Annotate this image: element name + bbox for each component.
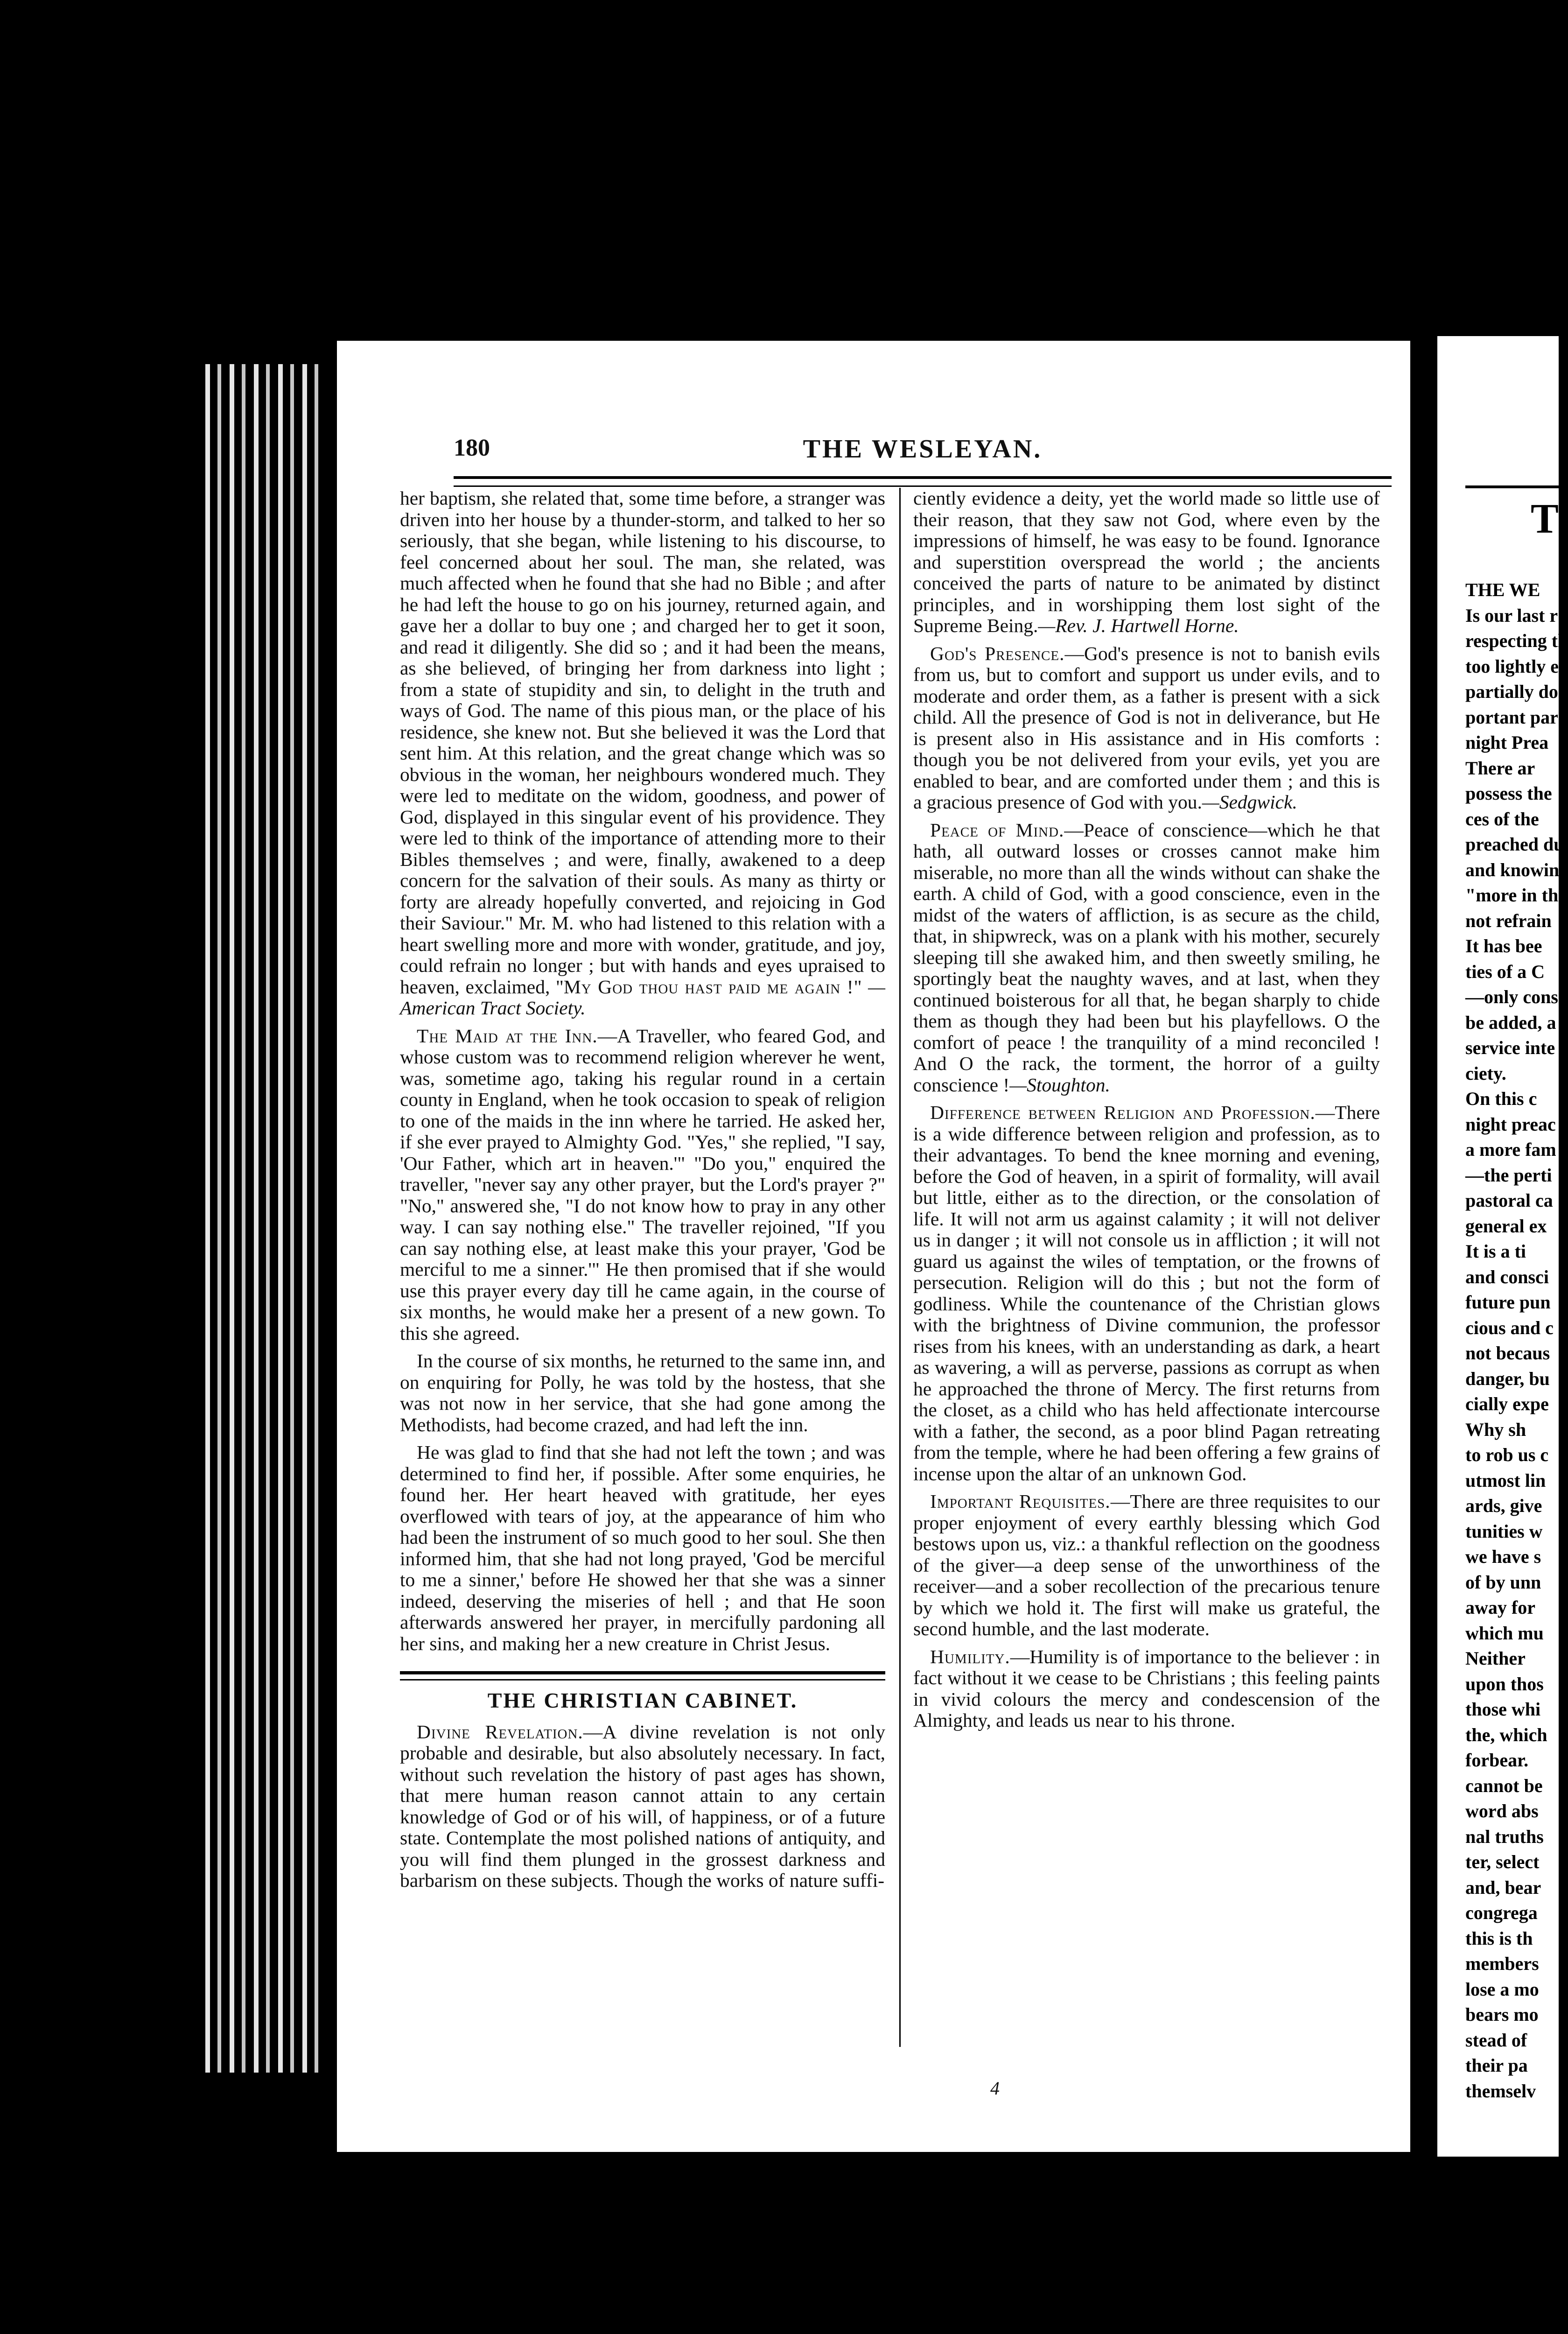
article-heading: Divine Revelation. — [417, 1721, 583, 1743]
right-page-line: themselv — [1465, 2080, 1536, 2102]
article-heading: Difference between Religion and Profession. — [930, 1102, 1316, 1123]
right-page-line: general ex — [1465, 1215, 1547, 1237]
section-title: THE CHRISTIAN CABINET. — [487, 1688, 798, 1712]
right-page-line: future pun — [1465, 1292, 1551, 1313]
right-page-line: nal truths — [1465, 1826, 1544, 1847]
left-page — [337, 341, 1410, 2152]
attribution: —American Tract Society. — [400, 976, 886, 1019]
right-page-line: away for — [1465, 1597, 1535, 1618]
attribution: —Rev. J. Hartwell Horne. — [1038, 615, 1239, 636]
article-gods-presence — [913, 643, 1380, 813]
right-page-line: Is our last r — [1465, 605, 1558, 626]
right-page-title-letter: T — [1531, 496, 1559, 542]
right-page-line: and, bear — [1465, 1877, 1541, 1898]
right-page-line: members — [1465, 1953, 1539, 1974]
article-divine-revelation — [400, 1722, 885, 1891]
article-paragraph: In the course of six months, he returned to the same inn, and on enquiring for Polly, he was told by the hostess, that she was not now in her service, that she had gone among the Methodists, had become crazed, and had left the inn. — [400, 1350, 885, 1435]
right-page-line: ter, select — [1465, 1851, 1540, 1872]
right-page-line: ties of a C — [1465, 961, 1545, 982]
right-page-rule — [1465, 485, 1559, 493]
right-page-line: tunities w — [1465, 1520, 1543, 1542]
page-number: 180 — [454, 435, 490, 461]
article-humility — [913, 1646, 1380, 1731]
right-page-line: pastoral ca — [1465, 1190, 1553, 1211]
right-page-line: lose a mo — [1465, 1978, 1539, 2000]
right-page-line: Why sh — [1465, 1419, 1526, 1440]
right-page-line: those whi — [1465, 1699, 1541, 1720]
right-page-line: Neither — [1465, 1648, 1526, 1669]
paragraph-text: her baptism, she related that, some time before, a stranger was driven into her house by a thunder-storm, and talked to her so seriously, that she began, while listening to his discourse, to feel concerned about her soul. The man, she related, was much affected when he found that she had no Bible ; and after he had left the house to go on his journey, returned again, and gave her a dollar to buy one ; and charged her to get it soon, and read it diligently. She did so ; and it had been the means, as she believed, of bringing her from darkness into light ; from a state of stupidity and sin, to delight in the truth and ways of God. The name of this pious man, or the place of his residence, she knew not. But she believed it was the Lord that sent him. At this relation, and the great change which was so obvious in the woman, her neighbours wondered much. They were led to meditate on the widom, goodness, and power of God, displayed in this singular event of his providence. They were led to think of the importance of attending more to their Bibles themselves ; and were, finally, awakened to a deep concern for the salvation of their souls. As many as thirty or forty are already hopefully converted, and rejoicing in God their Saviour." Mr. M. who had listened to this relation with a heart swelling more and more with wonder, gratitude, and joy, could refrain no longer ; but with hands and eyes upraised to heaven, exclaimed, " — [400, 487, 885, 998]
attribution: —Sedgwick. — [1202, 791, 1297, 813]
right-page-line: preached du — [1465, 834, 1564, 855]
right-page-line: of by unn — [1465, 1571, 1541, 1593]
right-page-line: ards, give — [1465, 1495, 1542, 1516]
paragraph-text: ciently evidence a deity, yet the world made so little use of their reason, that they saw not God, where even by the impressions of himself, he was easy to be found. Ignorance and superstition overspread the world ; the ancients conceived the parts of nature to be animated by distinct principles, and in worshipping them lost sight of the Supreme Being. — [913, 487, 1380, 636]
right-page-line: danger, bu — [1465, 1368, 1550, 1389]
right-page-line: not becaus — [1465, 1343, 1550, 1364]
header-rule — [454, 476, 1392, 487]
section-rule — [400, 1671, 885, 1680]
right-page-line: this is th — [1465, 1927, 1533, 1949]
right-page-line: portant par — [1465, 706, 1558, 728]
paragraph-text: —Peace of conscience—which he that hath, all outward losses or crosses cannot make him miserable, no more than all the winds without can shake the earth. A child of God, with a good conscience, even in the midst of the waters of affliction, is as secure as the child, that, in shipwreck, was on a plank with his mother, securely sleeping till she awaked him, and then sweetly smiling, he sportingly beat the naughty waves, and at last, when they continued boisterous for all that, he began sharply to chide them as though they had been but his playfellows. O the comfort of peace ! the tranquility of a mind reconciled ! And O the rack, the torment, the horror of a guilty conscience ! — [913, 819, 1380, 1096]
right-page-line: and consci — [1465, 1266, 1549, 1287]
article-heading: Humility. — [930, 1645, 1010, 1667]
right-page-line: be added, a — [1465, 1012, 1556, 1033]
right-page-line: ces of the — [1465, 808, 1539, 830]
right-page-line: a more fam — [1465, 1139, 1556, 1160]
article-religion-profession — [913, 1102, 1380, 1484]
middle-column — [913, 488, 1380, 2056]
right-page-line: too lightly e — [1465, 655, 1559, 677]
book-spine-edge — [205, 364, 322, 2073]
article-heading: The Maid at the Inn. — [417, 1025, 598, 1047]
right-page-line: word abs — [1465, 1800, 1539, 1821]
right-page-line: we have s — [1465, 1546, 1541, 1567]
article-paragraph: He was glad to find that she had not left the town ; and was determined to find her, if possible. After some enquiries, he found her. Her heart heaved with gratitude, her eyes overflowed with tears of joy, at the appearance of him who had been the instrument of so much good to her soul. She then informed him, that she had not long prayed, 'God be merciful to me a sinner,' before He showed her that she was a sinner indeed, deserving the miseries of hell ; and that He soon afterwards answered her prayer, in mercifully pardoning all her sins, and making her a new creature in Christ Jesus. — [400, 1441, 885, 1654]
article-heading: Peace of Mind. — [930, 819, 1064, 841]
right-page-line: possess the — [1465, 783, 1552, 804]
right-page-line: bears mo — [1465, 2004, 1539, 2025]
running-title: THE WESLEYAN. — [803, 435, 1043, 464]
right-page-line: utmost lin — [1465, 1469, 1546, 1491]
right-page-line: night Prea — [1465, 732, 1549, 753]
article-heading: Important Requisites. — [930, 1490, 1111, 1512]
right-page-line: service inte — [1465, 1037, 1555, 1058]
right-page-line: the, which — [1465, 1724, 1547, 1745]
article-paragraph — [913, 488, 1380, 637]
right-page-line: congrega — [1465, 1902, 1538, 1923]
right-page-line: to rob us c — [1465, 1444, 1549, 1465]
paragraph-text: —Humility is of importance to the believer : in fact without it we cease to be Christians ; this feeling paints in vivid colours the mercy and condescension of the Almighty, and leads us near to his throne. — [913, 1645, 1380, 1731]
right-page-line: forbear. — [1465, 1750, 1529, 1771]
right-page-line: —the perti — [1465, 1164, 1552, 1186]
page-header — [454, 434, 1392, 467]
right-page-line: not refrain — [1465, 910, 1552, 931]
right-page-line: and knowin — [1465, 859, 1560, 880]
right-page-line: upon thos — [1465, 1673, 1544, 1694]
right-page-line: THE WE — [1465, 579, 1540, 600]
right-page-fragment — [1437, 336, 1568, 2157]
paragraph-text: —A divine revelation is not only probable and desirable, but also absolutely necessary. In fact, without such revelation the history of past ages has shown, that mere human reason cannot attain to any certain knowledge of God or of his will, of happiness, or of a future state. Contemplate the most polished nations of antiquity, and you will find them plunged in the grossest darkness and barbarism on these subjects. Though the works of nature suffi- — [400, 1721, 885, 1891]
right-page-line: their pa — [1465, 2055, 1528, 2076]
right-page-line: cannot be — [1465, 1775, 1543, 1796]
right-page-line: partially do — [1465, 681, 1558, 702]
article-paragraph — [400, 488, 885, 1019]
right-page-line: stead of — [1465, 2029, 1527, 2051]
right-page-line: cious and c — [1465, 1317, 1554, 1338]
paragraph-text: —There is a wide difference between religion and profession, as to their advantages. To bend the knee morning and evening, before the God of heaven, in a spirit of formality, will avail but little, either as to the direction, or the consolation of life. It will not arm us against calamity ; it will not deliver us in danger ; it will not console us in affliction ; it will not guard us against the wiles of temptation, or the frowns of persecution. Religion will do this ; but not the form of godliness. While the countenance of the Christian glows with the brightness of Divine communion, the professor rises from his knees, with an understanding as dark, a heart as wavering, a will as perverse, passions as corrupt as when he approached the throne of Mercy. The first returns from the closet, as a child who has held affectionate intercourse with a father, the second, as a poor blind Pagan retreating from the temple, where he had been offering a few grains of incense upon the altar of an unknown God. — [913, 1102, 1380, 1484]
article-heading: God's Presence. — [930, 642, 1065, 664]
right-page-line: night preac — [1465, 1113, 1556, 1135]
article-maid-at-inn — [400, 1026, 885, 1344]
exclamation-text: My God thou hast paid me again !" — [563, 976, 862, 998]
right-page-line: which mu — [1465, 1622, 1544, 1644]
right-page-line: There ar — [1465, 757, 1535, 779]
paragraph-text: —God's presence is not to banish evils from us, but to comfort and support us under evils, and to moderate and order them, as a father is present with a sick child. All the presence of God is not in deliverance, but He is present also in His assistance and in His comforts : though you be not delivered from your evils, yet you are enabled to bear, and are comforted under them ; and this is a gracious presence of God with you. — [913, 642, 1380, 813]
column-divider — [899, 488, 901, 2047]
attribution: —Stoughton. — [1009, 1074, 1110, 1096]
right-page-line: It is a ti — [1465, 1241, 1526, 1262]
folio-mark: 4 — [990, 2078, 1000, 2099]
article-peace-of-mind — [913, 820, 1380, 1096]
right-page-line: —only cons — [1465, 986, 1558, 1007]
article-important-requisites — [913, 1491, 1380, 1640]
paragraph-text: —There are three requisites to our proper enjoyment of every earthly blessing which God bestows upon us, viz.: a thankful reflection on the goodness of the giver—a deep sense of the unworthiness of the receiver—and a sober recollection of the precarious tenure by which we hold it. The first will make us grateful, the second humble, and the last moderate. — [913, 1490, 1380, 1639]
paragraph-text: —A Traveller, who feared God, and whose custom was to recommend religion wherever he went, was, sometime ago, taking his regular round in a certain county in England, when he took occasion to speak of religion to one of the maids in the inn where he tarried. He asked her, if she ever prayed to Almighty God. "Yes," she replied, "I say, 'Our Father, which art in heaven.'" "Do you," enquired the traveller, "never say any other prayer, but the Lord's prayer ?" "No," answered she, "I do not know how to pray in any other way. I can say nothing else." The traveller rejoined, "If you can say nothing else, at least make this your prayer, 'God be merciful to me a sinner.'" He then promised that if she would use this prayer every day till he came again, in the course of six months, he would make her a present of a new gown. To this she agreed. — [400, 1025, 885, 1344]
right-page-line: respecting th — [1465, 630, 1568, 651]
right-page-line: cially expe — [1465, 1393, 1549, 1414]
right-page-line: "more in th — [1465, 885, 1559, 906]
right-page-line: On this c — [1465, 1088, 1537, 1109]
right-page-line: ciety. — [1465, 1062, 1506, 1084]
right-page-line: It has bee — [1465, 935, 1542, 956]
left-column — [400, 488, 885, 2056]
